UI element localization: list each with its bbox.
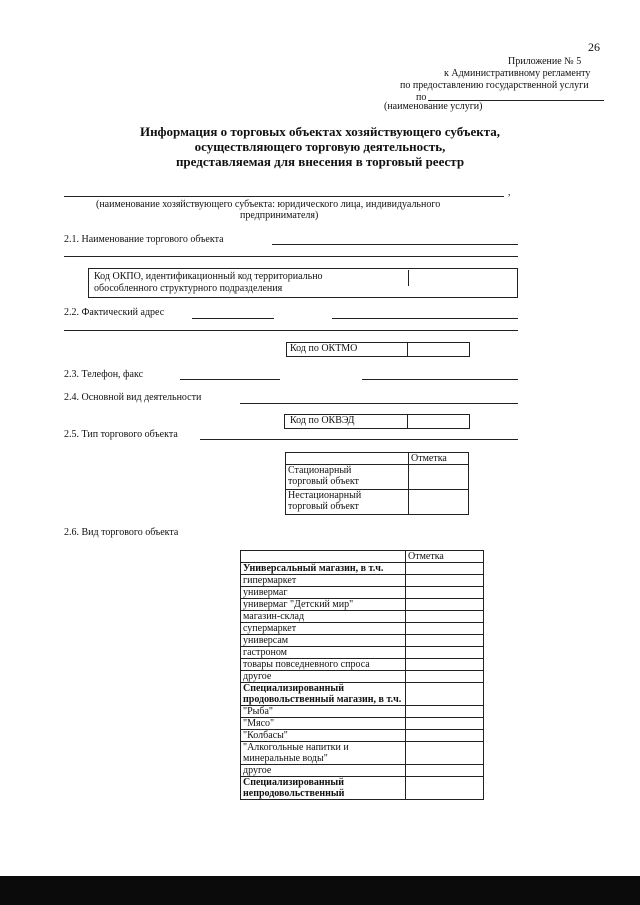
section-2-1-label: 2.1. Наименование торгового объекта bbox=[64, 234, 224, 245]
appendix-line-3: по предоставлению государственной услуги bbox=[400, 80, 589, 91]
object-name-line-2 bbox=[64, 256, 518, 257]
mark-cell[interactable] bbox=[406, 563, 484, 575]
table-row bbox=[241, 611, 484, 623]
service-name-caption: (наименование услуги) bbox=[384, 101, 483, 112]
title-line-3: представляемая для внесения в торговый реестр bbox=[175, 154, 465, 169]
kind-other-food: другое bbox=[241, 765, 406, 777]
mark-column-header: Отметка bbox=[409, 453, 469, 465]
mark-cell[interactable] bbox=[406, 706, 484, 718]
mark-cell[interactable] bbox=[409, 465, 469, 490]
mark-cell[interactable] bbox=[406, 742, 484, 765]
page-number: 26 bbox=[588, 40, 600, 54]
kind-supermarket: супермаркет bbox=[241, 623, 406, 635]
subject-caption-1: (наименование хозяйствующего субъекта: юридического лица, индивидуального bbox=[96, 199, 441, 210]
kind-everyday-goods: товары повседневного спроса bbox=[241, 659, 406, 671]
table-row bbox=[241, 730, 484, 742]
appendix-line-2: к Административному регламенту bbox=[444, 68, 591, 79]
subject-caption-2: предпринимателя) bbox=[240, 210, 319, 221]
okpo-divider bbox=[408, 270, 409, 286]
table-row bbox=[241, 777, 484, 800]
title-line-2: осуществляющего торговую деятельность, bbox=[194, 139, 446, 154]
mark-column-header: Отметка bbox=[406, 551, 484, 563]
kind-specialized-nonfood: Специализированный непродовольственный bbox=[241, 777, 406, 800]
mark-cell[interactable] bbox=[406, 599, 484, 611]
section-2-5-label: 2.5. Тип торгового объекта bbox=[64, 429, 178, 440]
table-header-row bbox=[286, 453, 469, 465]
object-type-nonstationary: Нестационарный торговый объект bbox=[286, 490, 409, 515]
phone-line-a bbox=[180, 379, 280, 380]
kind-warehouse-store: магазин-склад bbox=[241, 611, 406, 623]
table-row bbox=[241, 635, 484, 647]
kind-sausages: "Колбасы" bbox=[241, 730, 406, 742]
table-row bbox=[241, 706, 484, 718]
mark-cell[interactable] bbox=[406, 777, 484, 800]
phone-line-b bbox=[362, 379, 518, 380]
okpo-top-mark bbox=[362, 268, 402, 269]
mark-cell[interactable] bbox=[406, 659, 484, 671]
okpo-label-1: Код ОКПО, идентификационный код территориально bbox=[94, 271, 323, 282]
appendix-line-1: Приложение № 5 bbox=[508, 56, 582, 67]
table-row bbox=[241, 718, 484, 730]
okved-label: Код по ОКВЭД bbox=[290, 415, 355, 426]
activity-line bbox=[240, 403, 518, 404]
section-2-2-label: 2.2. Фактический адрес bbox=[64, 307, 165, 318]
mark-cell[interactable] bbox=[406, 683, 484, 706]
kind-fish: "Рыба" bbox=[241, 706, 406, 718]
address-line-b bbox=[332, 318, 518, 319]
title-line-1: Информация о торговых объектах хозяйствующего субъекта, bbox=[139, 124, 501, 139]
mark-cell[interactable] bbox=[406, 730, 484, 742]
address-line-a bbox=[192, 318, 274, 319]
oktmo-divider bbox=[407, 342, 408, 356]
address-line-2 bbox=[64, 330, 518, 331]
kind-gastronom: гастроном bbox=[241, 647, 406, 659]
mark-cell[interactable] bbox=[406, 718, 484, 730]
okpo-label-2: обособленного структурного подразделения bbox=[94, 283, 283, 294]
kind-detsky-mir: универмаг "Детский мир" bbox=[241, 599, 406, 611]
mark-cell[interactable] bbox=[406, 635, 484, 647]
okved-divider bbox=[407, 414, 408, 428]
table-row bbox=[241, 671, 484, 683]
mark-cell[interactable] bbox=[406, 623, 484, 635]
section-2-3-label: 2.3. Телефон, факс bbox=[64, 369, 144, 380]
table-row bbox=[241, 765, 484, 777]
scan-edge-bar bbox=[0, 876, 640, 905]
mark-cell[interactable] bbox=[406, 671, 484, 683]
kind-hypermarket: гипермаркет bbox=[241, 575, 406, 587]
table-row bbox=[241, 742, 484, 765]
kind-universam: универсам bbox=[241, 635, 406, 647]
table-header-row bbox=[241, 551, 484, 563]
kind-meat: "Мясо" bbox=[241, 718, 406, 730]
table-row bbox=[241, 563, 484, 575]
table-row bbox=[241, 683, 484, 706]
kind-department-store: универмаг bbox=[241, 587, 406, 599]
kind-other: другое bbox=[241, 671, 406, 683]
table-row bbox=[241, 575, 484, 587]
table-row bbox=[241, 587, 484, 599]
mark-cell[interactable] bbox=[406, 611, 484, 623]
section-2-6-label: 2.6. Вид торгового объекта bbox=[64, 527, 179, 538]
kind-alcohol: "Алкогольные напитки и минеральные воды" bbox=[241, 742, 406, 765]
kind-universal-store: Универсальный магазин, в т.ч. bbox=[241, 563, 406, 575]
table-row bbox=[241, 599, 484, 611]
table-row bbox=[286, 465, 469, 490]
mark-cell[interactable] bbox=[406, 647, 484, 659]
oktmo-label: Код по ОКТМО bbox=[290, 343, 358, 354]
table-row bbox=[241, 659, 484, 671]
mark-cell[interactable] bbox=[406, 765, 484, 777]
table-row bbox=[241, 647, 484, 659]
object-kind-table bbox=[240, 550, 484, 800]
mark-cell[interactable] bbox=[406, 587, 484, 599]
table-row bbox=[286, 490, 469, 515]
mark-cell[interactable] bbox=[406, 575, 484, 587]
object-type-stationary: Стационарный торговый объект bbox=[286, 465, 409, 490]
kind-specialized-food: Специализированный продовольственный магазин, в т.ч. bbox=[241, 683, 406, 706]
appendix-line-4: по bbox=[416, 92, 427, 103]
object-type-table bbox=[285, 452, 469, 515]
subject-comma: , bbox=[508, 187, 511, 198]
type-line bbox=[200, 439, 518, 440]
mark-cell[interactable] bbox=[409, 490, 469, 515]
section-2-4-label: 2.4. Основной вид деятельности bbox=[64, 392, 202, 403]
object-name-line bbox=[272, 244, 518, 245]
subject-name-line bbox=[64, 196, 504, 197]
table-row bbox=[241, 623, 484, 635]
